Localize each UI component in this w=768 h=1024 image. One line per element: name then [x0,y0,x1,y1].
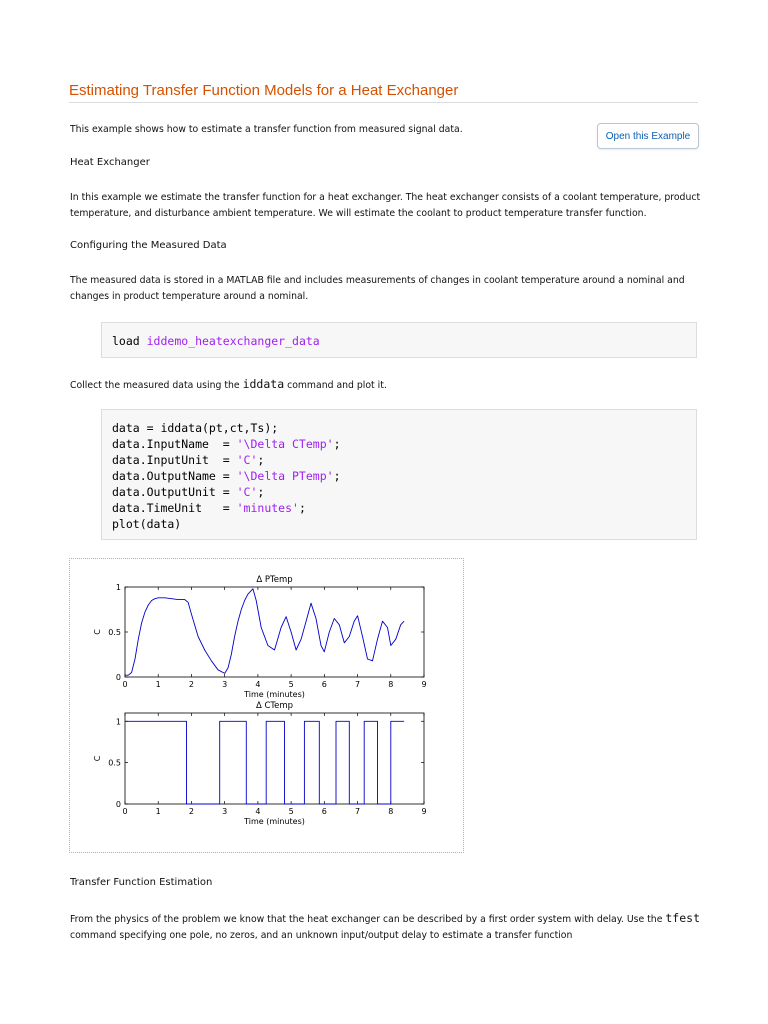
x-tick-label: 8 [388,680,394,689]
code-string: '\Delta CTemp' [236,437,334,451]
tfest-command: tfest [665,911,700,925]
heat-exchanger-paragraph [70,190,700,222]
x-tick-label: 5 [288,807,294,816]
code-text: data.OutputUnit = [112,485,237,499]
x-tick-label: 6 [321,680,327,689]
x-axis-label-1: Time (minutes) [244,690,305,699]
x-tick-label: 7 [355,807,361,816]
y-tick-label: 0.5 [108,758,121,768]
heading-heat-exchanger: Heat Exchanger [70,157,150,168]
code-text: ; [333,437,341,451]
y-tick-label: 1 [115,583,121,592]
x-tick-label: 0 [122,680,128,689]
x-tick-label: 6 [321,807,327,816]
paragraph-text: From the physics of the problem we know that the heat exchanger can be described by a first order system with delay. Use the [70,914,666,925]
paragraph-line [70,910,700,928]
paragraph-line: In this example we estimate the transfer function for a heat exchanger. The heat exchanger consists of a coolant temperature, product [70,192,701,203]
intro-text: This example shows how to estimate a transfer function from measured signal data. [70,124,463,135]
x-axis-label-2: Time (minutes) [244,817,305,826]
code-string: 'C' [236,485,258,499]
code-block-iddata[interactable] [101,409,697,540]
code-keyword: load [112,334,147,348]
code-line [112,500,686,516]
code-text: ; [257,485,265,499]
open-example-button[interactable]: Open this Example [597,123,699,149]
paragraph-line: temperature, and disturbance ambient temperature. We will estimate the coolant to product temperature transfer function. [70,208,647,219]
collect-suffix: command and plot it. [284,380,387,391]
y-axis-label-1: C [93,629,102,635]
code-block-load[interactable] [101,322,697,358]
paragraph-line: changes in product temperature around a nominal. [70,291,309,302]
heading-configuring-data: Configuring the Measured Data [70,240,227,251]
collect-prefix: Collect the measured data using the [70,380,243,391]
code-line: plot(data) [112,517,182,531]
y-tick-label: 0 [115,673,121,682]
code-text: ; [257,453,265,467]
code-string: 'C' [236,453,258,467]
x-tick-label: 2 [188,680,194,689]
chart-title-1: Δ PTemp [256,575,293,585]
plot-figure [70,559,463,852]
x-tick-label: 3 [222,807,228,816]
figure-frame [69,558,464,853]
y-axis-label-2: C [93,755,102,762]
x-tick-label: 8 [388,807,394,816]
code-text: data.InputName = [112,437,237,451]
x-tick-label: 3 [222,680,228,689]
tf-estimation-paragraph [70,910,700,944]
code-text: ; [333,469,341,483]
x-tick-label: 1 [155,680,161,689]
code-text: data.InputUnit = [112,453,237,467]
iddata-command: iddata [242,377,285,391]
collect-sentence [70,376,387,394]
paragraph-line: command specifying one pole, no zeros, and an unknown input/output delay to estimate a transfer function [70,930,573,941]
code-argument: iddemo_heatexchanger_data [146,334,320,348]
x-tick-label: 1 [155,807,161,816]
y-tick-label: 1 [115,717,121,727]
code-text: data.TimeUnit = [112,501,237,515]
heading-tf-estimation: Transfer Function Estimation [70,877,213,888]
x-tick-label: 0 [122,807,128,816]
plot-area-2 [125,713,424,804]
code-line [112,436,686,452]
paragraph-line: The measured data is stored in a MATLAB file and includes measurements of changes in coolant temperature around a nominal and [70,275,685,286]
page-title: Estimating Transfer Function Models for a Heat Exchanger [69,82,459,99]
y-tick-label: 0 [115,800,121,809]
y-tick-label: 0.5 [108,628,121,637]
x-tick-label: 9 [421,807,427,816]
configuring-paragraph [70,273,685,305]
x-tick-label: 4 [255,680,261,689]
x-tick-label: 9 [421,680,427,689]
title-divider [69,102,698,103]
code-text: data.OutputName = [112,469,237,483]
code-line [112,333,686,349]
code-line [112,452,686,468]
x-tick-label: 7 [355,680,361,689]
code-line [112,468,686,484]
x-tick-label: 4 [255,807,261,816]
code-text: ; [298,501,306,515]
code-line [112,484,686,500]
code-line: data = iddata(pt,ct,Ts); [112,421,279,435]
code-string: 'minutes' [236,501,299,515]
x-tick-label: 5 [288,680,294,689]
chart-title-2: Δ CTemp [255,701,294,711]
code-string: '\Delta PTemp' [236,469,334,483]
x-tick-label: 2 [188,807,194,816]
